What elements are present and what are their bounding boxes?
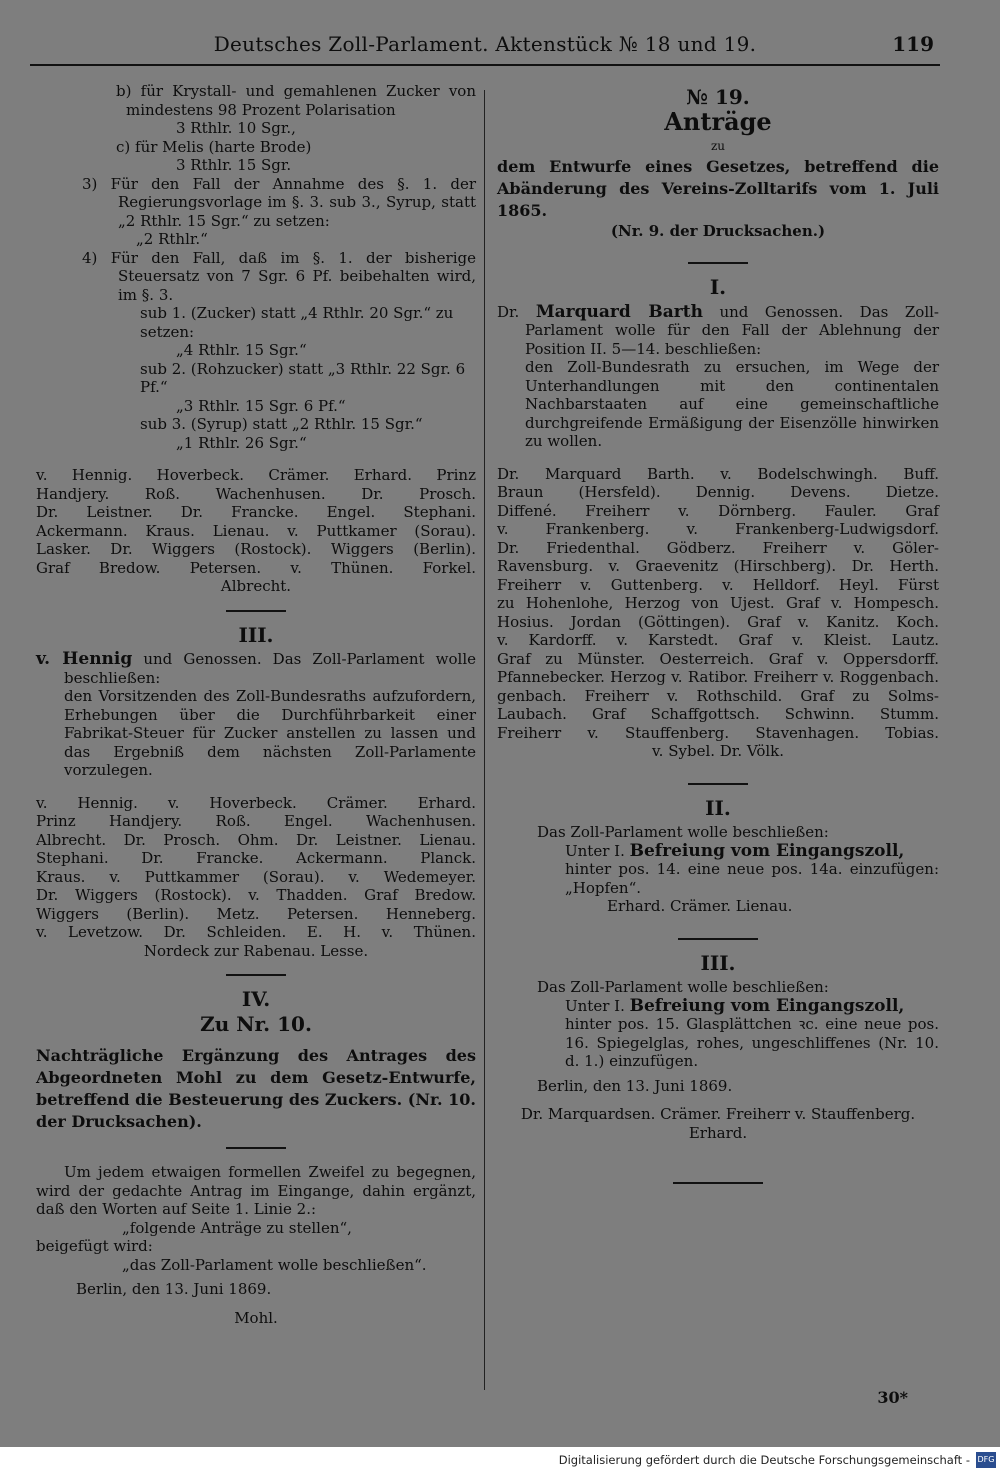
signature-line: Lasker. Dr. Wiggers (Rostock). Wiggers (Berlin). <box>36 540 476 558</box>
list-item: 3 Rthlr. 15 Sgr. <box>176 156 292 174</box>
signer: Erhard. Crämer. Lienau. <box>607 897 793 915</box>
signature-line: Ravensburg. v. Graevenitz (Hirschberg). Dr. Herth. <box>497 557 939 575</box>
signature-line: v. Hennig. Hoverbeck. Crämer. Erhard. Prinz <box>36 466 476 484</box>
footer-bar <box>0 1447 1000 1475</box>
list-item: c) für Melis (harte Brode) <box>116 137 312 156</box>
document-subtitle: dem Entwurfe eines Gesetzes, betreffend die Abänderung des Vereins-Zolltarifs vom 1. Juli 1865. <box>497 156 939 220</box>
list-item: b) für Krystall- und gemahlenen Zucker von mindestens 98 Prozent Polarisation <box>116 82 476 119</box>
motion-line <box>497 997 939 1016</box>
signature-line: Freiherr v. Guttenberg. v. Helldorf. Heyl. Fürst <box>497 575 939 594</box>
section-numeral: II. <box>705 795 731 820</box>
signature-line: Freiherr v. Stauffenberg. Stavenhagen. Tobias. <box>497 723 939 742</box>
section-rule <box>226 610 286 612</box>
quote: „das Zoll-Parlament wolle beschließen“. <box>122 1255 427 1274</box>
section-rule <box>688 262 748 264</box>
signature-line: Wiggers (Berlin). Metz. Petersen. Henneberg. <box>36 904 476 923</box>
running-title: Deutsches Zoll-Parlament. Aktenstück № 18 und 19. <box>213 32 757 56</box>
document-heading: Anträge <box>664 106 772 136</box>
document-number: № 19. <box>686 85 750 109</box>
motion-body: hinter pos. 15. Glasplättchen ꝛc. eine neue pos. 16. Spiegelglas, rohes, ungeschliffenes (Nr. 10. d. 1.) einzufügen. <box>565 1015 939 1070</box>
signature-line: Stephani. Dr. Francke. Ackermann. Planck. <box>36 849 476 867</box>
signature-line: Graf zu Münster. Oesterreich. Graf v. Oppersdorff. <box>497 649 939 668</box>
signature-line: Ackermann. Kraus. Lienau. v. Puttkamer (Sorau). <box>36 521 476 540</box>
signature-line: Albrecht. <box>220 577 292 595</box>
signature-line: Laubach. Graf Schaffgottsch. Schwinn. Stumm. <box>497 705 939 723</box>
signature-line: Diffené. Freiherr v. Dörnberg. Fauler. Graf <box>497 501 939 520</box>
date-line: Berlin, den 13. Juni 1869. <box>76 1280 272 1298</box>
section-rule <box>688 783 748 785</box>
quote: „folgende Anträge zu stellen“, <box>122 1218 352 1237</box>
funding-note: Digitalisierung gefördert durch die Deutsche Forschungsgemeinschaft - <box>558 1453 970 1467</box>
list-item: sub 3. (Syrup) statt „2 Rthlr. 15 Sgr.“ <box>140 415 423 433</box>
list-item: „3 Rthlr. 15 Sgr. 6 Pf.“ <box>176 396 346 415</box>
date-line: Berlin, den 13. Juni 1869. <box>537 1076 733 1095</box>
list-item: „1 Rthlr. 26 Sgr.“ <box>176 433 307 452</box>
mover-name: Marquard Barth <box>535 301 703 322</box>
list-item: sub 1. (Zucker) statt „4 Rthlr. 20 Sgr.“ zu setzen: <box>140 304 454 341</box>
list-item: „2 Rthlr.“ <box>136 230 208 248</box>
section-numeral: IV. <box>241 987 271 1011</box>
list-item: „4 Rthlr. 15 Sgr.“ <box>176 341 307 359</box>
signer: Dr. Marquardsen. Crämer. Freiherr v. Stauffenberg. <box>520 1105 916 1123</box>
motion-intro <box>36 650 476 687</box>
list-item: 3) Für den Fall der Annahme des §. 1. der Regierungsvorlage im §. 3. sub 3., Syrup, statt „2 Rthlr. 15 Sgr.“ zu setzen: <box>82 174 476 230</box>
motion-intro-text: und Genossen. Das Zoll-Parlament wolle für den Fall der Ablehnung der Position II. 5—14. beschließen: <box>525 302 939 358</box>
signature-line: Kraus. v. Puttkammer (Sorau). v. Wedemeyer. <box>36 867 476 886</box>
signature-line: Handjery. Roß. Wachenhusen. Dr. Prosch. <box>36 484 476 503</box>
section-numeral: III. <box>700 950 736 975</box>
motion-body: Um jedem etwaigen formellen Zweifel zu begegnen, wird der gedachte Antrag im Eingange, dahin ergänzt, daß den Worten auf Seite 1. Linie 2.: <box>36 1163 476 1218</box>
motion-prefix: Unter I. <box>565 996 625 1015</box>
signature-line: v. Hennig. v. Hoverbeck. Crämer. Erhard. <box>36 793 476 812</box>
motion-intro: Das Zoll-Parlament wolle beschließen: <box>537 823 829 841</box>
signature-line: Prinz Handjery. Roß. Engel. Wachenhusen. <box>36 812 476 830</box>
mover-name: v. Hennig <box>36 649 133 669</box>
signature-line: v. Sybel. Dr. Völk. <box>651 742 785 760</box>
left-column <box>36 82 476 1327</box>
signature-line: Graf Bredow. Petersen. v. Thünen. Forkel. <box>36 558 476 577</box>
signature-line: genbach. Freiherr v. Rothschild. Graf zu Solms- <box>497 686 939 705</box>
section-rule <box>226 974 286 976</box>
motion-intro-text: und Genossen. Das Zoll-Parlament wolle beschließen: <box>64 650 476 687</box>
list-item: 3 Rthlr. 10 Sgr., <box>176 119 296 137</box>
motion-heading: Befreiung vom Eingangszoll, <box>629 995 905 1016</box>
section-heading: Zu Nr. 10. <box>200 1011 312 1036</box>
signature-line: Dr. Friedenthal. Gödberz. Freiherr v. Göler- <box>497 538 939 557</box>
signature-line: Pfannebecker. Herzog v. Ratibor. Freiherr v. Roggenbach. <box>497 668 939 686</box>
motion-intro <box>497 303 939 359</box>
signature-line: Dr. Marquard Barth. v. Bodelschwingh. Buff. <box>497 464 939 483</box>
signature-line: v. Kardorff. v. Karstedt. Graf v. Kleist. Lautz. <box>497 631 939 649</box>
motion-body: hinter pos. 14. eine neue pos. 14a. einzufügen: „Hopfen“. <box>565 860 939 897</box>
mover-prefix: Dr. <box>497 302 520 321</box>
right-column <box>497 82 939 1198</box>
section-numeral: I. <box>709 275 727 299</box>
list-item: sub 2. (Rohzucker) statt „3 Rthlr. 22 Sgr. 6 Pf.“ <box>140 359 466 396</box>
signature-line: Braun (Hersfeld). Dennig. Devens. Dietze. <box>497 483 939 501</box>
motion-prefix: Unter I. <box>565 841 625 860</box>
motion-heading: Befreiung vom Eingangszoll, <box>629 840 905 861</box>
dfg-logo-icon: DFG <box>976 1452 996 1468</box>
signature-line: zu Hohenlohe, Herzog von Ujest. Graf v. Hompesch. <box>497 594 939 612</box>
section-numeral: III. <box>238 622 274 647</box>
signature-line: Dr. Leistner. Dr. Francke. Engel. Stephani. <box>36 503 476 521</box>
signature-line: Nordeck zur Rabenau. Lesse. <box>143 941 369 960</box>
section-rule <box>226 1147 286 1149</box>
heading-zu: zu <box>710 139 726 153</box>
signer: Erhard. <box>688 1123 748 1142</box>
motion-body: den Zoll-Bundesrath zu ersuchen, im Wege der Unterhandlungen mit den continentalen Nachbarstaaten auf eine gemeinschaftliche durchgreifende Ermäßigung der Eisenzölle hinwirken zu wollen. <box>525 358 939 450</box>
added-text: beigefügt wird: <box>36 1237 153 1255</box>
motion-intro: Das Zoll-Parlament wolle beschließen: <box>537 978 829 996</box>
signature-line: Hosius. Jordan (Göttingen). Graf v. Kanitz. Koch. <box>497 612 939 631</box>
section-rule <box>673 1182 763 1184</box>
signature-line: v. Frankenberg. v. Frankenberg-Ludwigsdorf. <box>497 520 939 538</box>
motion-body: den Vorsitzenden des Zoll-Bundesraths aufzufordern, Erhebungen über die Durchführbarkeit einer Fabrikat-Steuer für Zucker anstellen zu lassen und das Ergebniß dem nächsten Zoll-Parlamente vorzulegen. <box>64 687 476 779</box>
signature-line: v. Levetzow. Dr. Schleiden. E. H. v. Thünen. <box>36 923 476 941</box>
page-header <box>30 30 940 66</box>
section-title: Nachträgliche Ergänzung des Antrages des Abgeordneten Mohl zu dem Gesetz-Entwurfe, betreffend die Besteuerung des Zuckers. (Nr. 10. der Drucksachen). <box>36 1046 476 1131</box>
section-rule <box>678 938 758 940</box>
column-divider <box>484 90 485 1390</box>
signature-line: Albrecht. Dr. Prosch. Ohm. Dr. Leistner. Lienau. <box>36 830 476 849</box>
drucksachen-ref: (Nr. 9. der Drucksachen.) <box>610 221 826 240</box>
signature-line: Dr. Wiggers (Rostock). v. Thadden. Graf Bredow. <box>36 886 476 904</box>
page-number: 119 <box>892 32 934 56</box>
motion-line <box>497 842 939 861</box>
signature-mark: 30* <box>877 1388 908 1407</box>
list-item: 4) Für den Fall, daß im §. 1. der bisherige Steuersatz von 7 Sgr. 6 Pf. beibehalten wird, im §. 3. <box>82 248 476 304</box>
signer: Mohl. <box>234 1308 278 1327</box>
